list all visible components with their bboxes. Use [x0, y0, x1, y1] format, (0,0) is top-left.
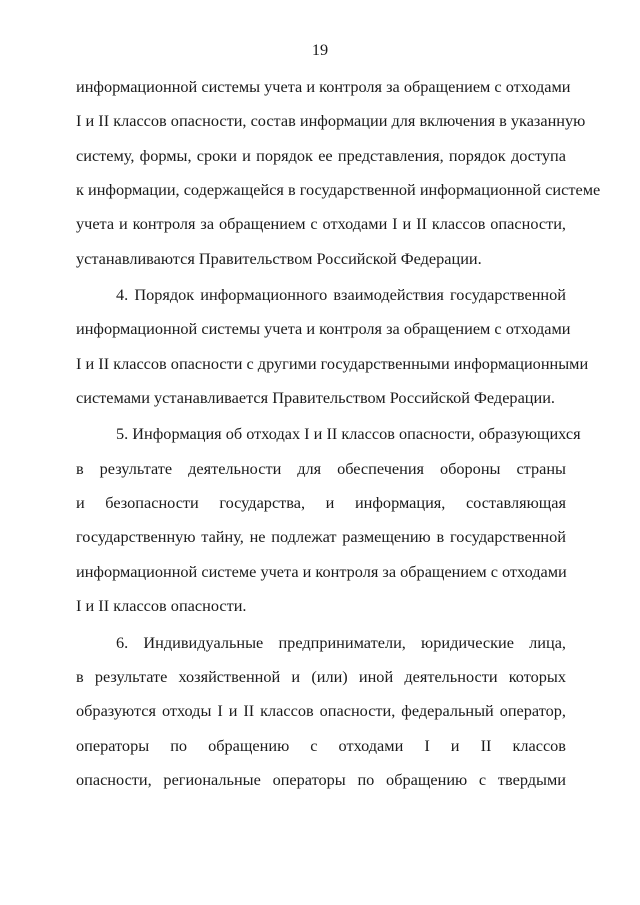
- text-line: государственную тайну, не подлежат размещению в государственной: [76, 527, 566, 547]
- text-line: устанавливаются Правительством Российской Федерации.: [76, 248, 482, 268]
- text-line: I и II классов опасности, состав информации для включения в указанную: [76, 111, 586, 131]
- text-line: и безопасности государства, и информация, составляющая: [76, 493, 566, 513]
- paragraph-4-start: 4. Порядок информационного взаимодействия государственной: [116, 285, 566, 305]
- text-line: учета и контроля за обращением с отходами I и II классов опасности,: [76, 214, 566, 234]
- text-line: в результате деятельности для обеспечения обороны страны: [76, 458, 566, 478]
- text-line: опасности, региональные операторы по обращению с твердыми: [76, 769, 566, 789]
- paragraph-5-start: 5. Информация об отходах I и II классов опасности, образующихся: [116, 424, 581, 444]
- text-line: информационной системы учета и контроля за обращением с отходами: [76, 319, 571, 339]
- document-body: [76, 77, 601, 804]
- text-line: систему, формы, сроки и порядок ее представления, порядок доступа: [76, 145, 566, 165]
- paragraph-6-start: 6. Индивидуальные предприниматели, юридические лица,: [116, 632, 566, 652]
- text-line: в результате хозяйственной и (или) иной деятельности которых: [76, 666, 566, 686]
- text-line: системами устанавливается Правительством Российской Федерации.: [76, 388, 556, 408]
- page-number: 19: [311, 40, 329, 59]
- text-line: информационной системы учета и контроля за обращением с отходами: [76, 77, 571, 96]
- text-line: образуются отходы I и II классов опасности, федеральный оператор,: [76, 701, 566, 721]
- text-line: информационной системе учета и контроля за обращением с отходами: [76, 561, 567, 581]
- text-line: I и II классов опасности.: [76, 596, 247, 616]
- text-line: I и II классов опасности с другими государственными информационными: [76, 353, 589, 373]
- text-line: операторы по обращению с отходами I и II классов: [76, 735, 566, 755]
- text-line: к информации, содержащейся в государственной информационной системе: [76, 180, 601, 200]
